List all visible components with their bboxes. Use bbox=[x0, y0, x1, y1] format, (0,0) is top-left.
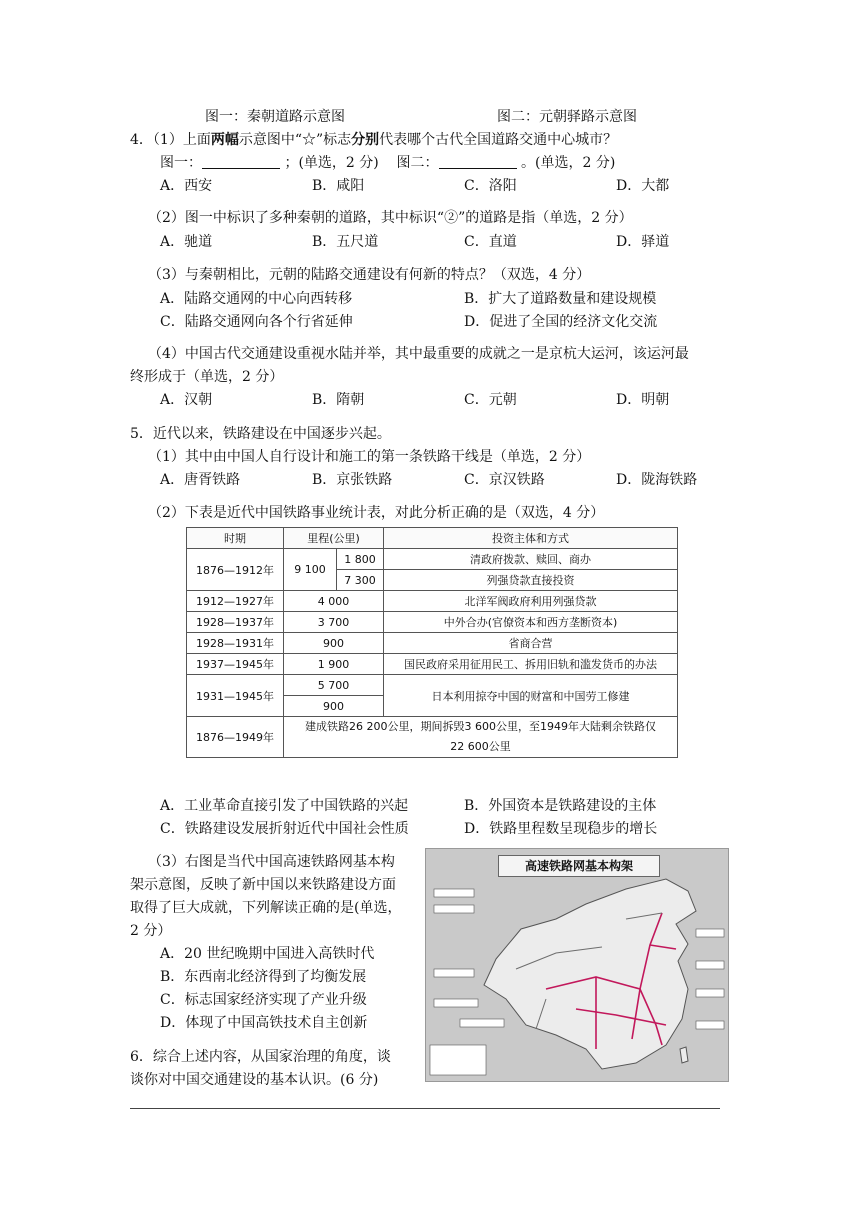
q6-stem-line2: 谈你对中国交通建设的基本认识。(6 分) bbox=[130, 1072, 379, 1088]
table-row bbox=[187, 654, 678, 675]
table-row bbox=[187, 633, 678, 654]
q5p2-stem: （2）下表是近代中国铁路事业统计表，对此分析正确的是（双选，4 分） bbox=[148, 505, 605, 521]
q5p3-option-c[interactable]: C．标志国家经济实现了产业升级 bbox=[160, 992, 367, 1008]
header-mileage: 里程(公里) bbox=[284, 528, 384, 549]
cell-investment: 列强贷款直接投资 bbox=[384, 570, 678, 591]
cell-period: 1912—1927年 bbox=[187, 591, 284, 612]
summary-line1: 建成铁路26 200公里，期间拆毁3 600公里，至1949年大陆剩余铁路仅 bbox=[305, 720, 656, 733]
q6-stem-line1: 6．综合上述内容，从国家治理的角度，谈 bbox=[130, 1049, 391, 1065]
cell-investment: 省商合营 bbox=[384, 633, 678, 654]
fill-tail-fig2: 。(单选，2 分) bbox=[521, 155, 616, 171]
table-row bbox=[187, 675, 678, 696]
q4p2-stem: （2）图一中标识了多种秦朝的道路，其中标识“②”的道路是指（单选，2 分） bbox=[148, 210, 633, 226]
cell-period: 1876—1949年 bbox=[187, 717, 284, 758]
answer-blank-fig2[interactable] bbox=[439, 154, 517, 169]
q4p1-option-d[interactable]: D．大都 bbox=[616, 178, 670, 194]
q5p2-option-b[interactable]: B．外国资本是铁路建设的主体 bbox=[464, 798, 657, 814]
header-investment: 投资主体和方式 bbox=[384, 528, 678, 549]
q4p3-option-a[interactable]: A．陆路交通网的中心向西转移 bbox=[160, 291, 353, 307]
summary-line2: 22 600公里 bbox=[450, 740, 511, 753]
q4p1-option-a[interactable]: A．西安 bbox=[160, 178, 213, 194]
cell-period: 1931—1945年 bbox=[187, 675, 284, 717]
q4p4-option-c[interactable]: C．元朝 bbox=[464, 392, 517, 408]
table-header-row bbox=[187, 528, 678, 549]
cell-period: 1928—1931年 bbox=[187, 633, 284, 654]
q4-stem-bold1: 两幅 bbox=[210, 132, 239, 148]
cell-km: 1 900 bbox=[284, 654, 384, 675]
cell-km: 7 300 bbox=[337, 570, 384, 591]
q4-stem bbox=[130, 129, 617, 149]
railway-statistics-table bbox=[186, 527, 678, 758]
q4-number: 4． bbox=[130, 132, 153, 148]
q4p4-stem-line2: 终形成于（单选，2 分） bbox=[130, 369, 284, 385]
q5p1-option-d[interactable]: D．陇海铁路 bbox=[616, 472, 698, 488]
cell-investment: 清政府拨款、赎回、商办 bbox=[384, 549, 678, 570]
q4p2-option-a[interactable]: A．驰道 bbox=[160, 234, 213, 250]
q4p3-stem: （3）与秦朝相比，元朝的陆路交通建设有何新的特点？（双选，4 分） bbox=[148, 267, 591, 283]
q4p3-option-c[interactable]: C．陆路交通网向各个行省延伸 bbox=[160, 314, 353, 330]
cell-investment: 北洋军阀政府利用列强贷款 bbox=[384, 591, 678, 612]
china-map-graphic bbox=[426, 849, 728, 1081]
q5p1-option-a[interactable]: A．唐胥铁路 bbox=[160, 472, 241, 488]
figure2-caption: 图二：元朝驿路示意图 bbox=[497, 109, 637, 125]
q4p1-option-c[interactable]: C．洛阳 bbox=[464, 178, 517, 194]
cell-km: 3 700 bbox=[284, 612, 384, 633]
table-row bbox=[187, 717, 678, 758]
q5p1-stem: （1）其中由中国人自行设计和施工的第一条铁路干线是（单选，2 分） bbox=[148, 449, 591, 465]
figure1-caption: 图一：秦朝道路示意图 bbox=[205, 109, 345, 125]
q4-fill-line bbox=[160, 152, 615, 172]
q5p3-option-d[interactable]: D．体现了中国高铁技术自主创新 bbox=[160, 1015, 368, 1031]
cell-km: 4 000 bbox=[284, 591, 384, 612]
cell-period: 1876—1912年 bbox=[187, 549, 284, 591]
q5-intro: 5．近代以来，铁路建设在中国逐步兴起。 bbox=[130, 426, 391, 442]
q4p3-option-d[interactable]: D．促进了全国的经济文化交流 bbox=[464, 314, 658, 330]
q4p4-stem-line1: （4）中国古代交通建设重视水陆并举，其中最重要的成就之一是京杭大运河，该运河最 bbox=[148, 346, 689, 362]
map-title: 高速铁路网基本构架 bbox=[498, 855, 660, 877]
table-row bbox=[187, 549, 678, 570]
table-row bbox=[187, 612, 678, 633]
header-period: 时期 bbox=[187, 528, 284, 549]
cell-investment: 国民政府采用征用民工、拆用旧轨和滥发货币的办法 bbox=[384, 654, 678, 675]
cell-summary bbox=[284, 717, 678, 758]
cell-period: 1928—1937年 bbox=[187, 612, 284, 633]
q5p2-option-c[interactable]: C．铁路建设发展折射近代中国社会性质 bbox=[160, 821, 409, 837]
cell-investment: 日本利用掠夺中国的财富和中国劳工修建 bbox=[384, 675, 678, 717]
q4p2-option-b[interactable]: B．五尺道 bbox=[312, 234, 379, 250]
fill-label-fig1: 图一： bbox=[160, 155, 202, 171]
cell-km: 900 bbox=[284, 633, 384, 654]
high-speed-rail-map bbox=[425, 848, 729, 1082]
answer-blank-fig1[interactable] bbox=[202, 154, 280, 169]
cell-period: 1937—1945年 bbox=[187, 654, 284, 675]
q5p3-stem-line1: （3）右图是当代中国高速铁路网基本构 bbox=[148, 854, 395, 870]
q4p2-option-c[interactable]: C．直道 bbox=[464, 234, 517, 250]
q4p4-option-a[interactable]: A．汉朝 bbox=[160, 392, 213, 408]
q5p3-option-a[interactable]: A．20 世纪晚期中国进入高铁时代 bbox=[160, 946, 375, 962]
q5p2-option-d[interactable]: D．铁路里程数呈现稳步的增长 bbox=[464, 821, 658, 837]
q4-stem-mid: 示意图中“☆”标志 bbox=[238, 132, 352, 148]
q4-stem-bold2: 分别 bbox=[351, 132, 380, 148]
q5p2-option-a[interactable]: A．工业革命直接引发了中国铁路的兴起 bbox=[160, 798, 409, 814]
cell-total-km: 9 100 bbox=[284, 549, 337, 591]
q4p3-option-b[interactable]: B．扩大了道路数量和建设规模 bbox=[464, 291, 657, 307]
cell-km: 1 800 bbox=[337, 549, 384, 570]
cell-km: 900 bbox=[284, 696, 384, 717]
fill-label-fig2: 图二： bbox=[396, 155, 439, 171]
q4-stem-pre: （1）上面 bbox=[152, 132, 211, 148]
q4p1-option-b[interactable]: B．咸阳 bbox=[312, 178, 365, 194]
q4p4-option-b[interactable]: B．隋朝 bbox=[312, 392, 365, 408]
q5p3-stem-line3: 取得了巨大成就，下列解读正确的是(单选， bbox=[130, 900, 402, 916]
q5p3-stem-line2: 架示意图，反映了新中国以来铁路建设方面 bbox=[130, 877, 396, 893]
q5p3-option-b[interactable]: B．东西南北经济得到了均衡发展 bbox=[160, 969, 367, 985]
q5p1-option-b[interactable]: B．京张铁路 bbox=[312, 472, 393, 488]
table-row bbox=[187, 591, 678, 612]
fill-tail-fig1: ；(单选，2 分) bbox=[284, 155, 379, 171]
q5p1-option-c[interactable]: C．京汉铁路 bbox=[464, 472, 545, 488]
q4-stem-post: 代表哪个古代全国道路交通中心城市？ bbox=[379, 132, 618, 148]
q4p4-option-d[interactable]: D．明朝 bbox=[616, 392, 670, 408]
q4p2-option-d[interactable]: D．驿道 bbox=[616, 234, 670, 250]
page-divider bbox=[130, 1108, 720, 1109]
cell-investment: 中外合办(官僚资本和西方垄断资本) bbox=[384, 612, 678, 633]
cell-km: 5 700 bbox=[284, 675, 384, 696]
q5p3-stem-line4: 2 分） bbox=[130, 923, 172, 939]
